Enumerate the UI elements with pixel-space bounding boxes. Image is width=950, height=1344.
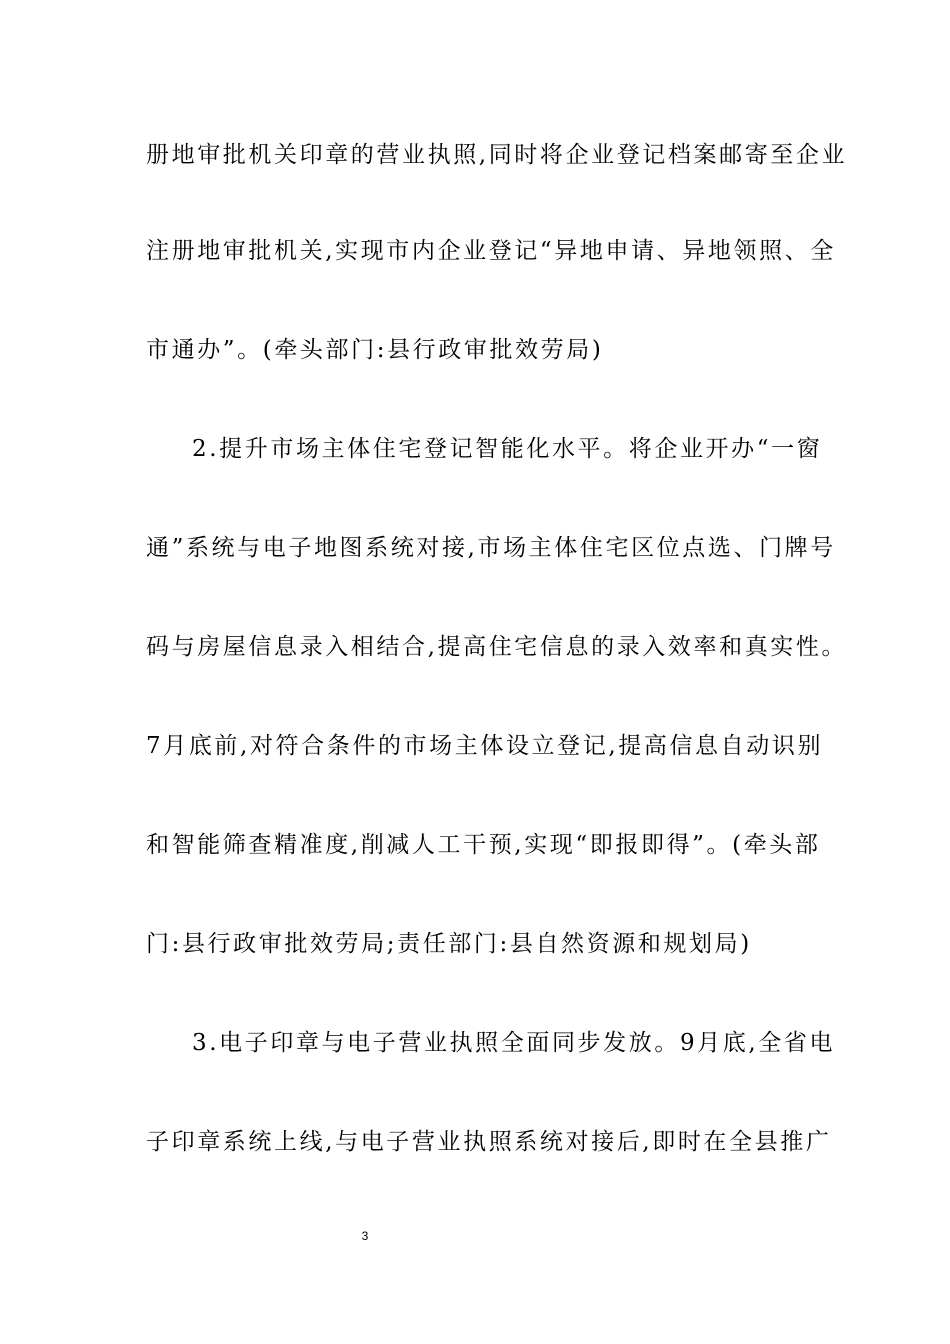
text-line-11: 子印章系统上线,与电子营业执照系统对接后,即时在全县推广 (146, 1129, 832, 1155)
text-line-1: 册地审批机关印章的营业执照,同时将企业登记档案邮寄至企业 (146, 142, 848, 168)
text-line-3: 市通办”。(牵头部门:县行政审批效劳局) (146, 337, 604, 363)
text-line-9: 门:县行政审批效劳局;责任部门:县自然资源和规划局) (146, 931, 752, 957)
text-line-5: 通”系统与电子地图系统对接,市场主体住宅区位点选、门牌号 (146, 535, 836, 561)
text-line-2: 注册地审批机关,实现市内企业登记“异地申请、异地领照、全 (146, 238, 836, 264)
text-line-8: 和智能筛查精准度,削减人工干预,实现“即报即得”。(牵头部 (146, 832, 821, 858)
text-line-6: 码与房屋信息录入相结合,提高住宅信息的录入效率和真实性。 (146, 634, 848, 660)
text-line-7: 7月底前,对符合条件的市场主体设立登记,提高信息自动识别 (146, 733, 824, 759)
text-line-4: 2.提升市场主体住宅登记智能化水平。将企业开办“一窗 (192, 436, 823, 462)
text-line-10: 3.电子印章与电子营业执照全面同步发放。9月底,全省电 (192, 1030, 836, 1056)
page-number: 3 (361, 1229, 369, 1243)
